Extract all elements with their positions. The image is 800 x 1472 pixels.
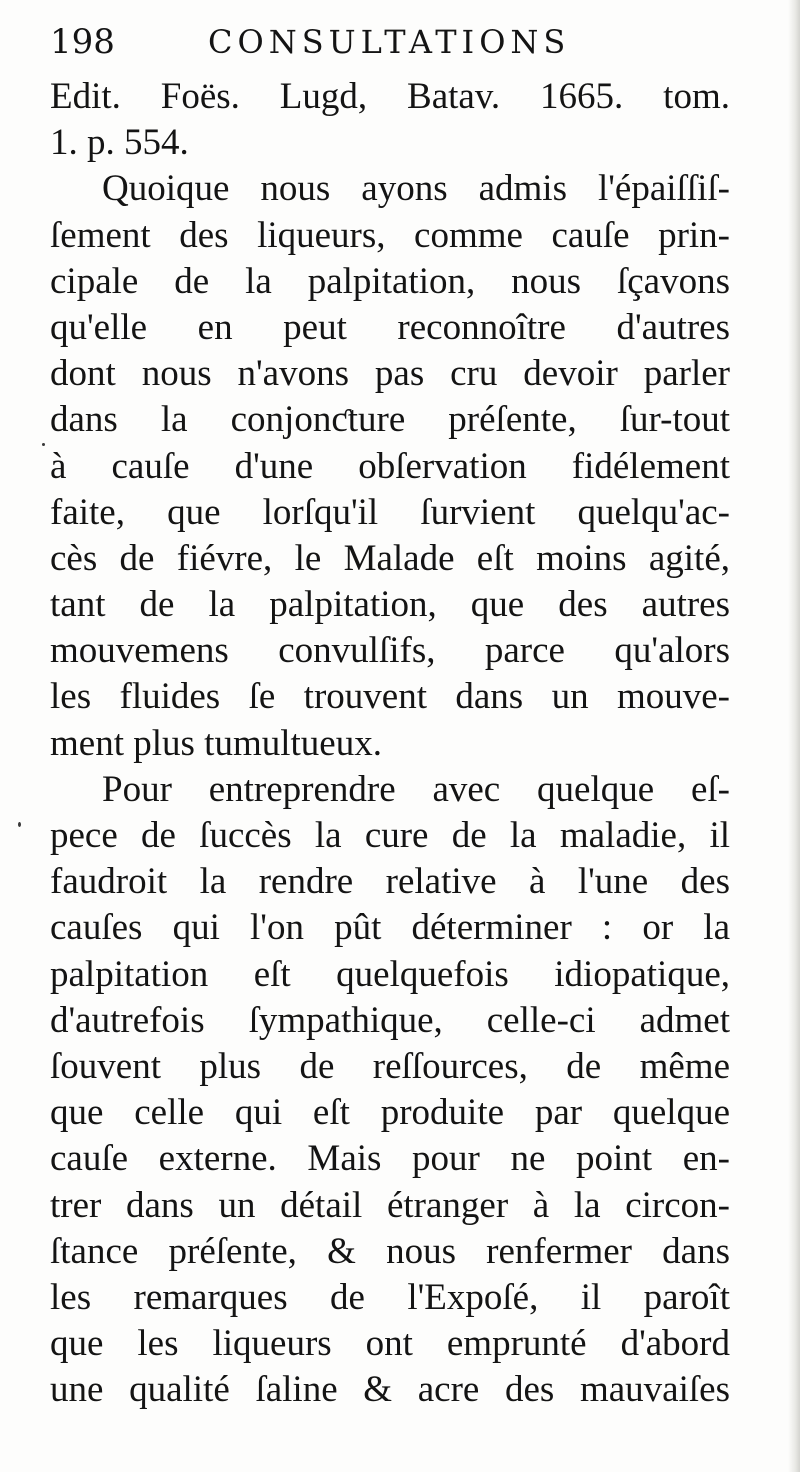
text-line: une qualité ſaline & acre des mauvaiſes [50, 1369, 730, 1411]
text-line: cauſes qui l'on pût déterminer : or la [50, 907, 730, 949]
text-line: Pour entreprendre avec quelque eſ- [102, 768, 730, 810]
text-line: mouvemens convulſifs, parce qu'alors [50, 630, 730, 672]
text-line: tant de la palpitation, que des autres [50, 584, 730, 626]
reference-line: Edit. Foës. Lugd, Batav. 1665. tom. [50, 76, 730, 117]
text-line: pece de ſuccès la cure de la maladie, il [50, 815, 730, 856]
page-text [50, 22, 730, 1413]
text-line: cès de fiévre, le Malade eſt moins agité, [50, 537, 730, 579]
page-header [50, 22, 730, 74]
text-line: palpitation eſt quelquefois idiopatique, [50, 953, 730, 995]
page-number: 198 [50, 22, 115, 62]
text-line: ſement des liqueurs, comme cauſe prin- [50, 214, 730, 256]
page-edge-shadow [788, 0, 800, 1472]
text-line: trer dans un détail étranger à la circon- [50, 1184, 730, 1226]
text-line: Quoique nous ayons admis l'épaiſſiſ- [102, 168, 730, 210]
text-line: dont nous n'avons pas cru devoir parler [50, 353, 730, 395]
text-line: faudroit la rendre relative à l'une des [50, 861, 730, 903]
text-line: faite, que lorſqu'il ſurvient quelqu'ac- [50, 491, 730, 533]
paragraph-1 [50, 166, 730, 766]
text-line: les remarques de l'Expoſé, il paroît [50, 1276, 730, 1318]
running-head: CONSULTATIONS [208, 23, 571, 61]
text-line: ſouvent plus de reſſources, de même [50, 1045, 730, 1087]
text-line: ment plus tumultueux. [50, 722, 382, 764]
text-line: d'autrefois ſympathique, celle-ci admet [50, 999, 730, 1041]
text-line: dans la conjonƈture préſente, ſur-tout [50, 399, 730, 441]
paper-speck [42, 443, 45, 446]
paper-speck [18, 822, 21, 827]
text-line: ſtance préſente, & nous renfermer dans [50, 1230, 730, 1272]
text-line: qu'elle en peut reconnoître d'autres [50, 306, 730, 348]
text-line: cauſe externe. Mais pour ne point en- [50, 1138, 730, 1180]
text-line: les fluides ſe trouvent dans un mouve- [50, 676, 730, 718]
text-line: que celle qui eſt produite par quelque [50, 1092, 730, 1134]
reference-line: 1. p. 554. [50, 122, 189, 164]
text-line: que les liqueurs ont emprunté d'abord [50, 1323, 730, 1365]
text-line: cipale de la palpitation, nous ſçavons [50, 260, 730, 302]
reference-citation [50, 74, 730, 166]
paragraph-2 [50, 767, 730, 1414]
text-line: à cauſe d'une obſervation fidélement [50, 445, 730, 487]
